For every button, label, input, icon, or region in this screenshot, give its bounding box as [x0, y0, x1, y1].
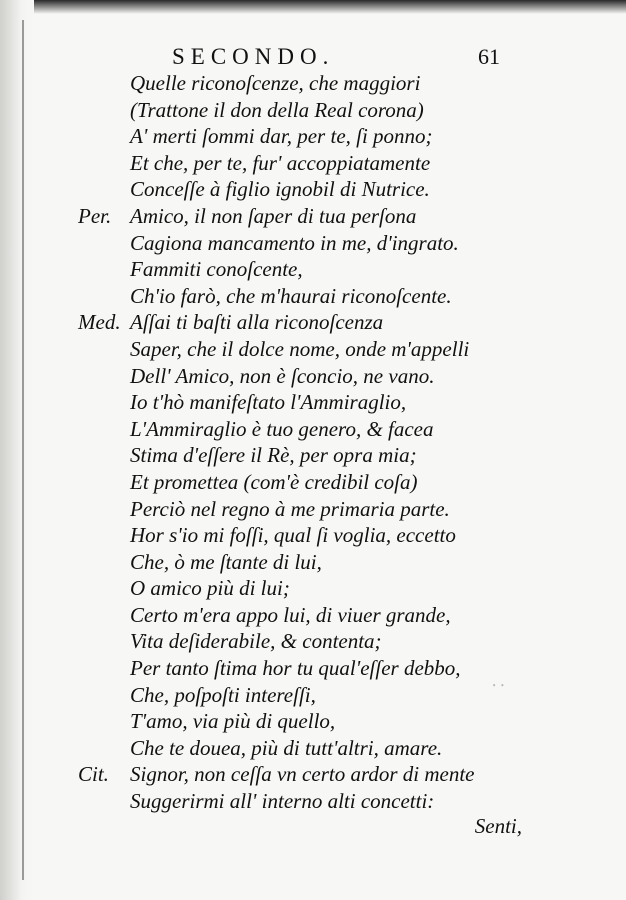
verse-text: Et che, per te, fur' accoppiatamente: [130, 150, 431, 175]
verse-line: [0, 788, 626, 815]
verse-line: [0, 203, 626, 230]
verse-line: [0, 309, 626, 336]
verse-text: Dell' Amico, non è ſconcio, ne vano.: [130, 363, 435, 388]
bleed-through-marks: ⸱ ⸱: [492, 678, 505, 695]
verse-line: [0, 416, 626, 443]
verse-line: [0, 389, 626, 416]
verse-line: [0, 522, 626, 549]
verse-line: [0, 336, 626, 363]
verse-text: Perciò nel regno à me primaria parte.: [130, 496, 450, 521]
verse-line: [0, 496, 626, 523]
verse-text: T'amo, via più di quello,: [130, 709, 336, 734]
verse-text: L'Ammiraglio è tuo genero, & facea: [130, 416, 434, 441]
verse-line: [0, 761, 626, 788]
verse-text: Aſſai ti baſti alla riconoſcenza: [130, 310, 384, 335]
verse-line: [0, 150, 626, 177]
verse-line: [0, 708, 626, 735]
verse-text: Stima d'eſſere il Rè, per opra mia;: [130, 443, 417, 468]
verse-text: (Trattone il don della Real corona): [130, 97, 424, 122]
verse-line: [0, 70, 626, 97]
verse-line: [0, 549, 626, 576]
verse-text: Che, ò me ſtante di lui,: [130, 549, 322, 574]
verse-text: O amico più di lui;: [130, 576, 290, 601]
verse-line: [0, 230, 626, 257]
verse-text: Amico, il non ſaper di tua perſona: [130, 203, 417, 228]
verse-text: Che te douea, più di tutt'altri, amare.: [130, 735, 443, 760]
verse-text: Fammiti conoſcente,: [130, 257, 303, 282]
verse-line: [0, 575, 626, 602]
catchword: Senti,: [474, 814, 522, 838]
page-number: 61: [478, 44, 500, 69]
verse-text: Cagiona mancamento in me, d'ingrato.: [130, 230, 459, 255]
verse-text: Vita deſiderabile, & contenta;: [130, 629, 382, 654]
verse-line: [0, 123, 626, 150]
verse-text: Et promettea (com'è credibil coſa): [130, 469, 418, 494]
speaker-label: Cit.: [78, 762, 109, 787]
verse-text: Signor, non ceſſa vn certo ardor di mente: [130, 762, 475, 787]
verse-text: Ch'io farò, che m'haurai riconoſcente.: [130, 283, 452, 308]
verse-line: [0, 682, 626, 709]
page-top-shadow: [0, 0, 626, 14]
verse-text: Quelle riconoſcenze, che maggiori: [130, 71, 421, 95]
verse-text: A' merti ſommi dar, per te, ſi ponno;: [130, 124, 433, 149]
verse-line: [0, 283, 626, 310]
verse-text: Certo m'era appo lui, di viuer grande,: [130, 602, 451, 627]
verse-text: Hor s'io mi foſſi, qual ſi voglia, eccetto: [130, 523, 456, 548]
verse-text: Per tanto ſtima hor tu qual'eſſer debbo,: [130, 656, 461, 681]
verse-text: Conceſſe à figlio ignobil di Nutrice.: [130, 177, 430, 202]
verse-line: [0, 655, 626, 682]
speaker-label: Per.: [78, 203, 112, 228]
verse-line: [0, 442, 626, 469]
running-head: SECONDO.: [172, 44, 335, 69]
verse-text: Suggerirmi all' interno alti concetti:: [130, 789, 435, 814]
speaker-label: Med.: [78, 310, 121, 335]
verse-line: [0, 176, 626, 203]
verse-line: [0, 735, 626, 762]
verse-line: [0, 256, 626, 283]
verse-text: Che, poſpoſti intereſſi,: [130, 682, 316, 707]
verse-line: [0, 602, 626, 629]
verse-text: Saper, che il dolce nome, onde m'appelli: [130, 336, 470, 361]
verse-block: [0, 70, 626, 815]
verse-text: Io t'hò manifeſtato l'Ammiraglio,: [130, 390, 407, 415]
verse-line: [0, 97, 626, 124]
verse-line: [0, 363, 626, 390]
verse-line: [0, 469, 626, 496]
verse-line: [0, 628, 626, 655]
